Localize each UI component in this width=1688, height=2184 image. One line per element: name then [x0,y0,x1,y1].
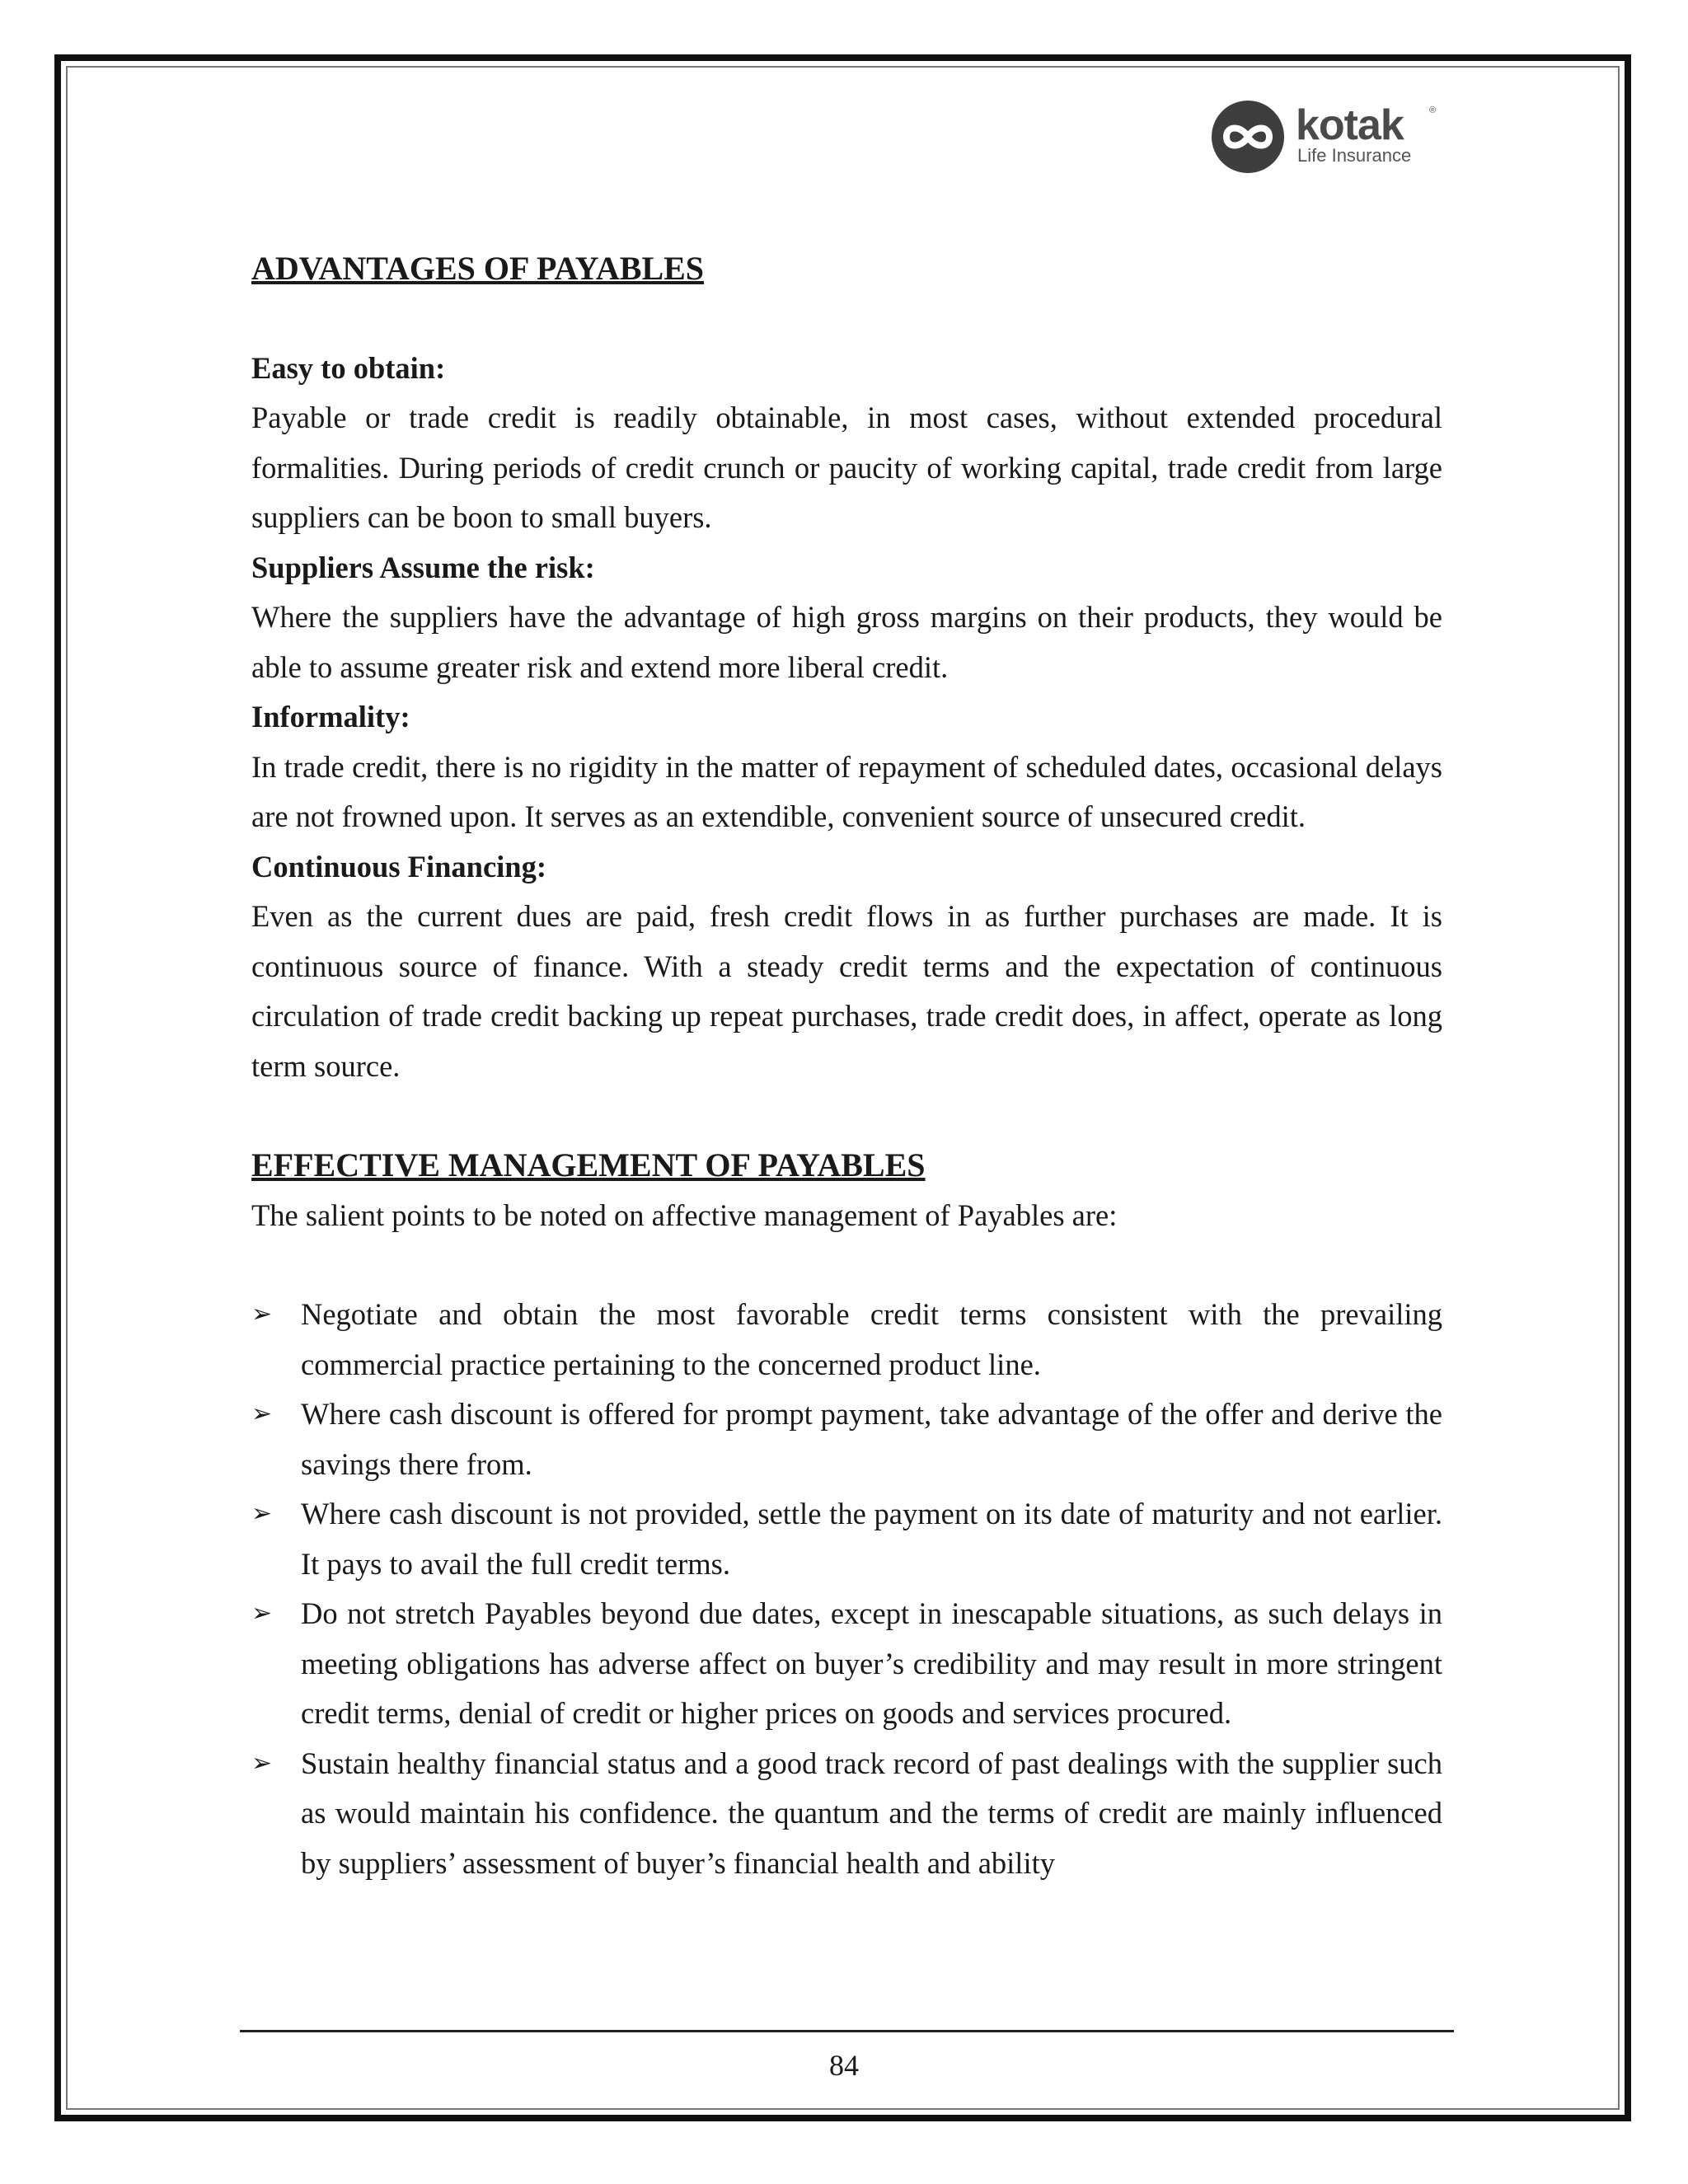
list-item [251,1290,1442,1390]
arrow-bullet-icon: ➢ [251,1599,273,1628]
arrow-bullet-icon: ➢ [251,1399,273,1428]
kotak-infinity-logo-icon [1208,97,1287,176]
paragraph-informality: In trade credit, there is no rigidity in the matter of repayment of scheduled dates, occasional delays are not frowned upon. It serves as an extendible, convenient source of unsecured credit. [251,749,1442,833]
list-item [251,1390,1442,1489]
list-item [251,1739,1442,1889]
kotak-logo [1208,97,1447,176]
paragraph-management-intro: The salient points to be noted on affective management of Payables are: [251,1197,1118,1232]
paragraph-suppliers-assume-risk: Where the suppliers have the advantage of high gross margins on their products, they would be able to assume greater risk and extend more liberal credit. [251,600,1442,684]
arrow-bullet-icon: ➢ [251,1300,273,1329]
arrow-bullet-icon: ➢ [251,1748,273,1778]
paragraph-easy-to-obtain: Payable or trade credit is readily obtainable, in most cases, without extended procedural formalities. During periods of credit crunch or paucity of working capital, trade credit from large suppliers can be boon to small buyers. [251,401,1442,534]
footer-divider [240,2030,1454,2032]
list-item [251,1589,1442,1739]
list-item-text: Sustain healthy financial status and a good track record of past dealings with the supplier such as would maintain his confidence. the quantum and the terms of credit are mainly influenced by suppliers’ assessment of buyer’s financial health and ability [301,1746,1442,1880]
logo-registered-mark: ® [1429,105,1437,115]
page-number: 84 [829,2049,859,2082]
subheading-informality: Informality: [251,700,410,733]
logo-brand-text: kotak [1296,101,1404,149]
section-heading-effective-management: EFFECTIVE MANAGEMENT OF PAYABLES [251,1146,926,1183]
list-item-text: Do not stretch Payables beyond due dates, except in inescapable situations, as such delays in meeting obligations has adverse affect on buyer’s credibility and may result in more stringent credit terms, denial of credit or higher prices on goods and services procured. [301,1596,1442,1730]
list-item-text: Where cash discount is offered for prompt payment, take advantage of the offer and derive the savings there from. [301,1397,1442,1481]
subheading-suppliers-assume-risk: Suppliers Assume the risk: [251,550,595,584]
subheading-continuous-financing: Continuous Financing: [251,849,547,883]
section-heading-advantages: ADVANTAGES OF PAYABLES [251,250,705,287]
list-item-text: Where cash discount is not provided, settle the payment on its date of maturity and not earlier. It pays to avail the full credit terms. [301,1497,1442,1581]
arrow-bullet-icon: ➢ [251,1499,273,1528]
management-bullet-list [251,1290,1442,1888]
paragraph-continuous-financing: Even as the current dues are paid, fresh credit flows in as further purchases are made. It is continuous source of finance. With a steady credit terms and the expectation of continuous circulation of trade credit backing up repeat purchases, trade credit does, in affect, operate as long term source. [251,899,1442,1083]
list-item [251,1489,1442,1589]
list-item-text: Negotiate and obtain the most favorable credit terms consistent with the prevailing commercial practice pertaining to the concerned product line. [301,1297,1442,1381]
subheading-easy-to-obtain: Easy to obtain: [251,350,446,385]
page-content [251,244,1442,1888]
logo-subtitle: Life Insurance [1297,145,1412,166]
